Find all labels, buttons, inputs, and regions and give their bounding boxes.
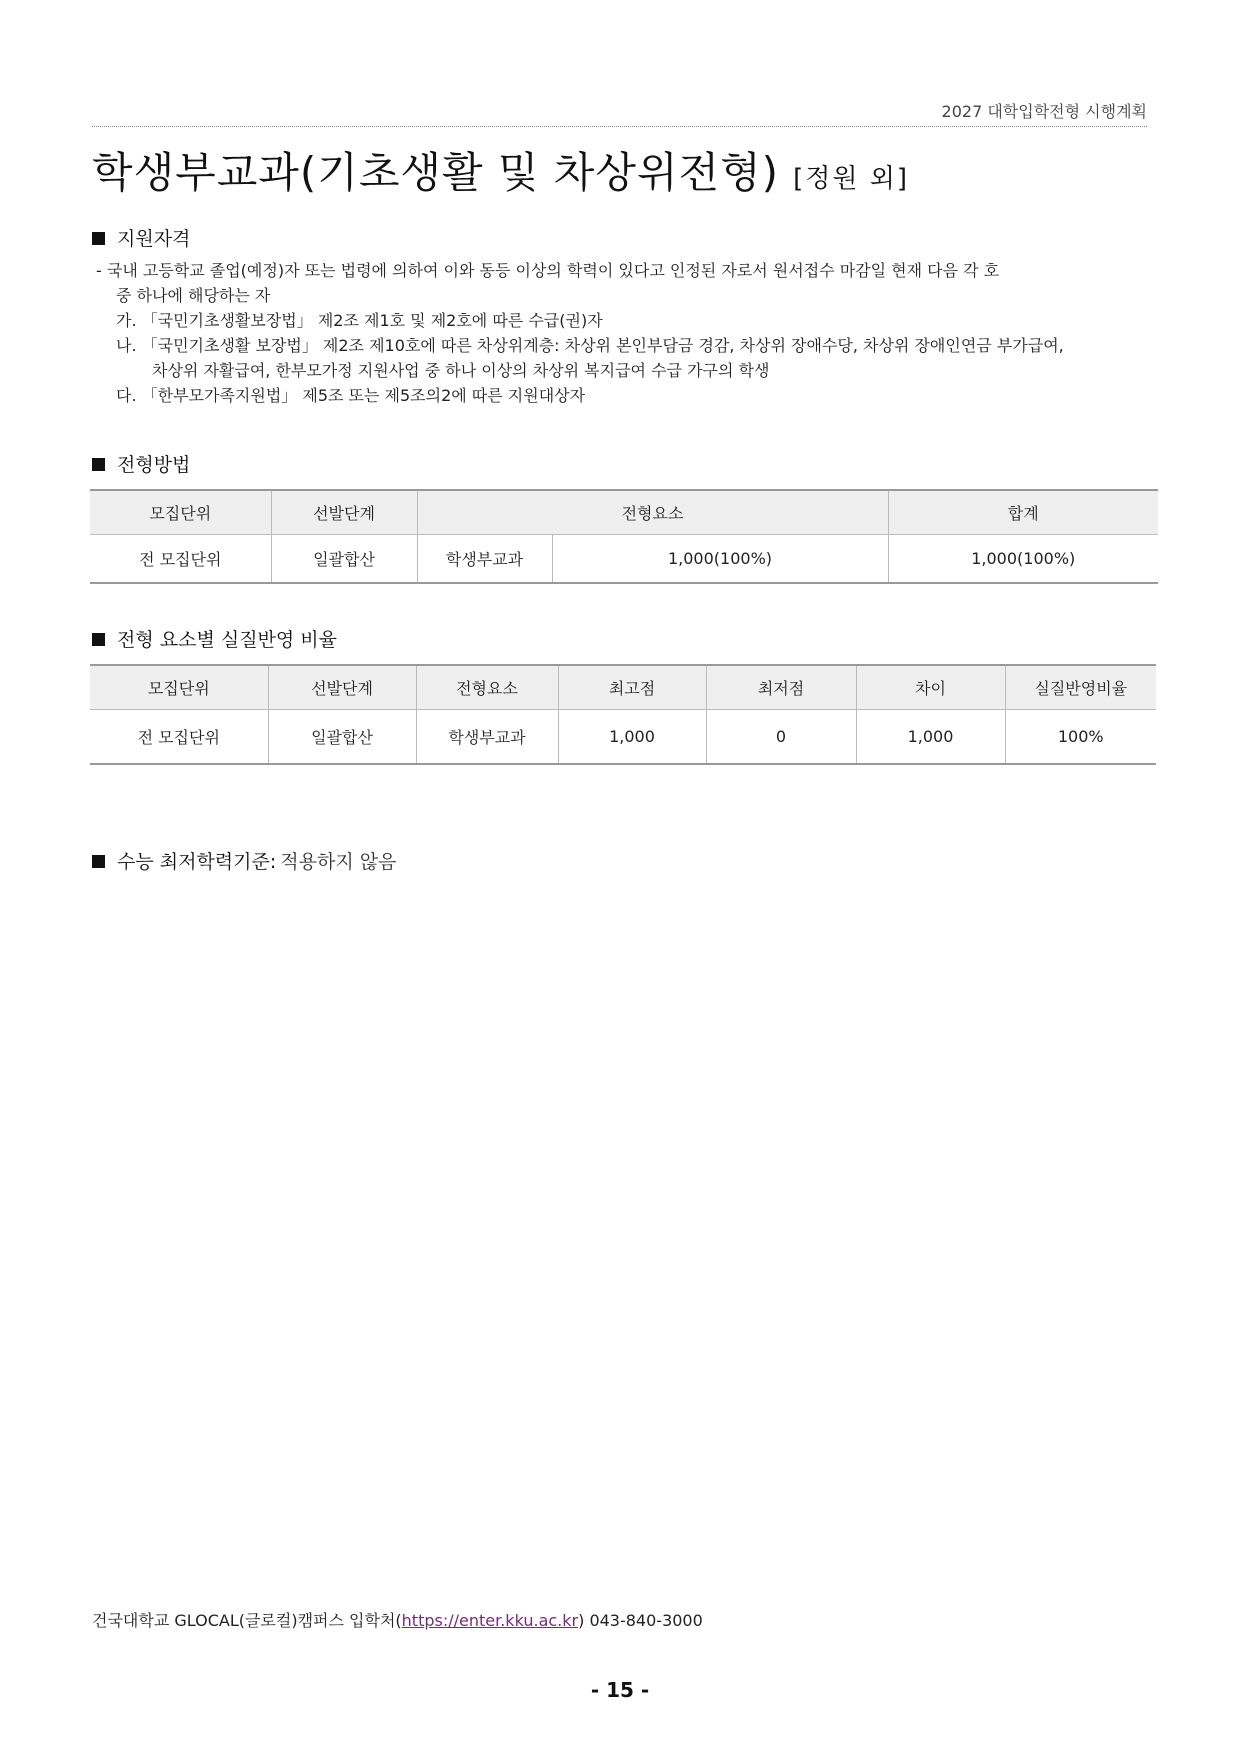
qual-intro-line1: - 국내 고등학교 졸업(예정)자 또는 법령에 의하여 이와 동등 이상의 학력이 있다고 인정된 자로서 원서접수 마감일 현재 다음 각 호 bbox=[96, 261, 1000, 280]
td-max: 1,000 bbox=[558, 709, 706, 764]
td-score: 1,000(100%) bbox=[552, 534, 888, 583]
title-sub: [정원 외] bbox=[793, 164, 909, 194]
table-header-row bbox=[90, 665, 1156, 709]
title-main: 학생부교과(기초생활 및 차상위전형) bbox=[92, 148, 780, 197]
footer-prefix: 건국대학교 GLOCAL(글로컬)캠퍼스 입학처( bbox=[92, 1611, 402, 1630]
page-number: - 15 - bbox=[590, 1678, 650, 1702]
square-bullet-icon bbox=[92, 855, 105, 868]
square-bullet-icon bbox=[92, 232, 105, 245]
th-unit: 모집단위 bbox=[90, 490, 271, 534]
td-diff: 1,000 bbox=[856, 709, 1005, 764]
qual-item-b-line2: 차상위 자활급여, 한부모가정 지원사업 중 하나 이상의 차상위 복지급여 수급 가구의 학생 bbox=[152, 361, 770, 380]
qual-item-b-line1: 나. 「국민기초생활 보장법」 제2조 제10호에 따른 차상위계층: 차상위 본인부담금 경감, 차상위 장애수당, 차상위 장애인연금 부가급여, bbox=[116, 336, 1064, 355]
td-element: 학생부교과 bbox=[416, 709, 558, 764]
td-total: 1,000(100%) bbox=[888, 534, 1158, 583]
admissions-link[interactable]: https://enter.kku.ac.kr bbox=[401, 1611, 579, 1630]
footer-contact bbox=[92, 1608, 703, 1631]
th-element: 전형요소 bbox=[416, 665, 558, 709]
footer-suffix: ) 043-840-3000 bbox=[578, 1611, 703, 1630]
td-stage: 일괄합산 bbox=[271, 534, 417, 583]
section-heading-qualification: 지원자격 bbox=[92, 224, 190, 251]
th-element: 전형요소 bbox=[417, 490, 888, 534]
qualification-text bbox=[96, 258, 1156, 408]
square-bullet-icon bbox=[92, 458, 105, 471]
ratio-table bbox=[90, 664, 1156, 765]
csat-label: 수능 최저학력기준: bbox=[117, 851, 277, 873]
csat-minimum bbox=[92, 847, 396, 874]
method-table bbox=[90, 489, 1158, 584]
section-heading-method: 전형방법 bbox=[92, 450, 190, 477]
td-ratio: 100% bbox=[1005, 709, 1156, 764]
qual-item-a: 가. 「국민기초생활보장법」 제2조 제1호 및 제2호에 따른 수급(권)자 bbox=[116, 311, 603, 330]
td-min: 0 bbox=[706, 709, 856, 764]
th-stage: 선발단계 bbox=[271, 490, 417, 534]
td-element: 학생부교과 bbox=[417, 534, 552, 583]
running-header: 2027 대학입학전형 시행계획 bbox=[941, 102, 1147, 121]
qual-intro-line2: 중 하나에 해당하는 자 bbox=[116, 286, 271, 305]
td-unit: 전 모집단위 bbox=[90, 709, 268, 764]
csat-value: 적용하지 않음 bbox=[280, 851, 397, 873]
th-diff: 차이 bbox=[856, 665, 1005, 709]
th-unit: 모집단위 bbox=[90, 665, 268, 709]
td-unit: 전 모집단위 bbox=[90, 534, 271, 583]
td-stage: 일괄합산 bbox=[268, 709, 416, 764]
table-row bbox=[90, 534, 1158, 583]
th-min: 최저점 bbox=[706, 665, 856, 709]
header-rule bbox=[92, 97, 1147, 127]
page-title bbox=[92, 140, 909, 200]
table-row bbox=[90, 709, 1156, 764]
th-stage: 선발단계 bbox=[268, 665, 416, 709]
table-header-row bbox=[90, 490, 1158, 534]
th-ratio: 실질반영비율 bbox=[1005, 665, 1156, 709]
section-heading-ratio: 전형 요소별 실질반영 비율 bbox=[92, 625, 337, 652]
th-total: 합계 bbox=[888, 490, 1158, 534]
square-bullet-icon bbox=[92, 633, 105, 646]
th-max: 최고점 bbox=[558, 665, 706, 709]
qual-item-c: 다. 「한부모가족지원법」 제5조 또는 제5조의2에 따른 지원대상자 bbox=[116, 386, 586, 405]
